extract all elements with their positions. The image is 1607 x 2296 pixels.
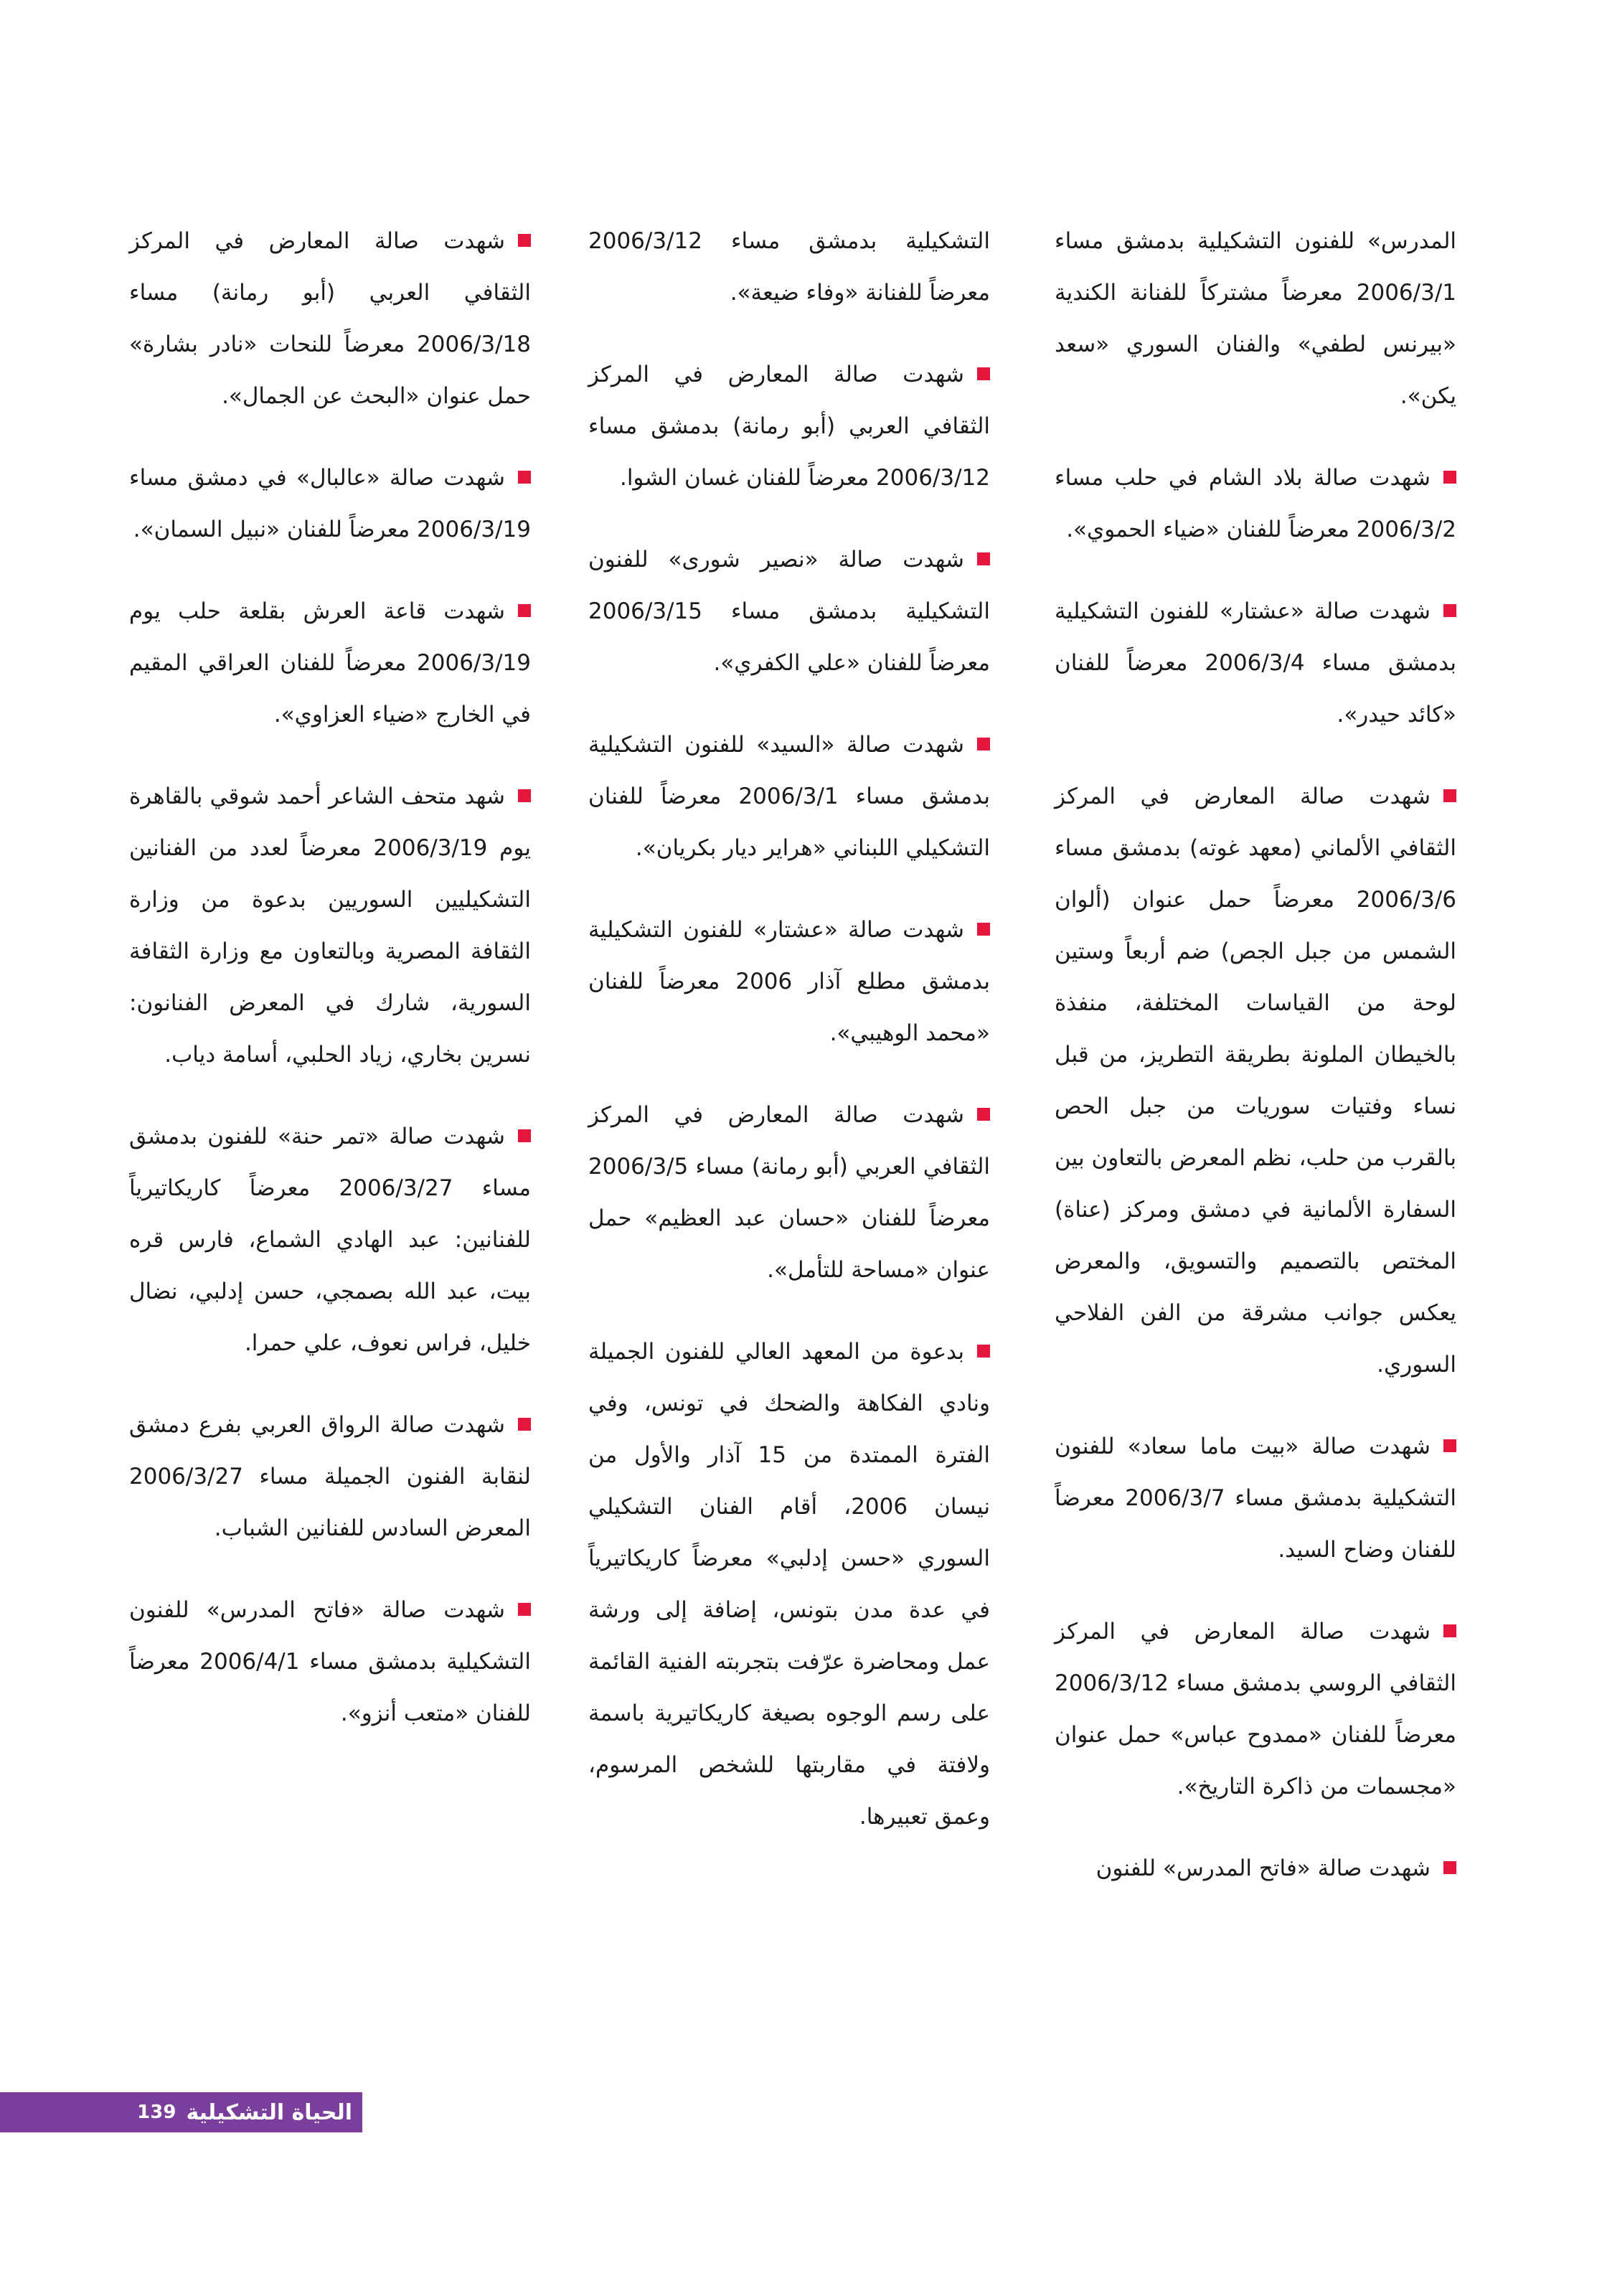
- bullet-square-icon: [518, 1603, 531, 1616]
- news-entry-text: شهدت صالة بلاد الشام في حلب مساء 2006/3/2 معرضاً للفنان «ضياء الحموي».: [1055, 465, 1456, 542]
- news-entry: [588, 534, 990, 689]
- bullet-square-icon: [518, 1129, 531, 1142]
- page-number: 139: [137, 2102, 176, 2123]
- news-entry-text: شهدت صالة «نصير شورى» للفنون التشكيلية بدمشق مساء 2006/3/15 معرضاً للفنان «علي الكفري».: [588, 547, 990, 676]
- news-entry-text: شهدت صالة «عالبال» في دمشق مساء 2006/3/19 معرضاً للفنان «نبيل السمان».: [129, 465, 531, 542]
- news-entry: [588, 719, 990, 874]
- news-entry-text: بدعوة من المعهد العالي للفنون الجميلة ونادي الفكاهة والضحك في تونس، وفي الفترة الممتدة من 15 آذار والأول من نيسان 2006، أقام الفنان التشكيلي السوري «حسن إدلبي» معرضاً كاريكاتيرياً في عدة مدن بتونس، إضافة إلى ورشة عمل ومحاضرة عرّفت بتجربته الفنية القائمة على رسم الوجوه بصيغة كاريكاتيرية باسمة ولافتة في مقاربتها للشخص المرسوم، وعمق تعبيرها.: [588, 1339, 990, 1830]
- news-entry: [588, 349, 990, 504]
- news-entry: [129, 585, 531, 740]
- news-entry-text: شهد متحف الشاعر أحمد شوقي بالقاهرة يوم 2006/3/19 معرضاً لعدد من الفنانين التشكيليين السوريين بدعوة من وزارة الثقافة المصرية وبالتعاون مع وزارة الثقافة السورية، شارك في المعرض الفنانون: نسرين بخاري، زياد الحلبي، أسامة دياب.: [129, 784, 531, 1068]
- news-entry: [129, 1111, 531, 1369]
- news-entry: [1055, 215, 1456, 422]
- bullet-square-icon: [518, 471, 531, 484]
- column-left: [129, 215, 531, 1769]
- news-entry-text: المدرس» للفنون التشكيلية بدمشق مساء 2006/3/1 معرضاً مشتركاً للفنانة الكندية «بيرنس لطفي» والفنان السوري «سعد يكن».: [1055, 228, 1456, 409]
- news-entry-text: شهدت صالة المعارض في المركز الثقافي العربي (أبو رمانة) مساء 2006/3/5 معرضاً للفنان «حسان عبد العظيم» حمل عنوان «مساحة للتأمل».: [588, 1102, 990, 1283]
- bullet-square-icon: [518, 1418, 531, 1431]
- news-entry-text: شهدت صالة «السيد» للفنون التشكيلية بدمشق مساء 2006/3/1 معرضاً للفنان التشكيلي اللبناني «هراير ديار بكريان».: [588, 732, 990, 861]
- news-entry-text: شهدت صالة الرواق العربي بفرع دمشق لنقابة الفنون الجميلة مساء 2006/3/27 المعرض السادس للفنانين الشباب.: [129, 1412, 531, 1541]
- news-entry-text: التشكيلية بدمشق مساء 2006/3/12 معرضاً للفنانة «وفاء ضيعة».: [588, 228, 990, 306]
- footer-magazine-title: الحياة التشكيلية: [186, 2099, 352, 2125]
- news-entry: [129, 1584, 531, 1739]
- news-entry: [588, 1089, 990, 1296]
- column-middle: [588, 215, 990, 1873]
- news-entry: [129, 452, 531, 555]
- news-entry-text: شهدت صالة «فاتح المدرس» للفنون: [1095, 1855, 1431, 1881]
- footer-content: [137, 2092, 352, 2132]
- bullet-square-icon: [977, 738, 990, 751]
- news-entry: [129, 771, 531, 1081]
- news-entry: [129, 1399, 531, 1554]
- news-entry-text: شهدت صالة «تمر حنة» للفنون بدمشق مساء 2006/3/27 معرضاً كاريكاتيرياً للفنانين: عبد الهادي الشماع، فارس قره بيت، عبد الله بصمجي، حسن إدلبي، نضال خليل، فراس نعوف، علي حمرا.: [129, 1124, 532, 1356]
- bullet-square-icon: [977, 923, 990, 936]
- column-right: [1055, 215, 1456, 1924]
- news-entry-text: شهدت صالة المعارض في المركز الثقافي الألماني (معهد غوته) بدمشق مساء 2006/3/6 معرضاً حمل عنوان (ألوان الشمس من جبل الجص) ضم أربعاً وستين لوحة من القياسات المختلفة، منفذة بالخيطان الملونة بطريقة التطريز، من قبل نساء وفتيات سوريات من جبل الحص بالقرب من حلب، نظم المعرض بالتعاون بين السفارة الألمانية في دمشق ومركز (عناة) المختص بالتصميم والتسويق، والمعرض يعكس جوانب مشرقة من الفن الفلاحي السوري.: [1055, 784, 1456, 1378]
- bullet-square-icon: [1443, 1439, 1456, 1452]
- bullet-square-icon: [977, 367, 990, 380]
- news-entry-text: شهدت صالة «فاتح المدرس» للفنون التشكيلية بدمشق مساء 2006/4/1 معرضاً للفنان «متعب أنزو».: [129, 1597, 531, 1726]
- bullet-square-icon: [1443, 604, 1456, 617]
- footer-bar: [0, 2092, 362, 2132]
- bullet-square-icon: [977, 1108, 990, 1121]
- news-entry: [1055, 1606, 1456, 1812]
- bullet-square-icon: [518, 234, 531, 247]
- news-entry-text: شهدت صالة «عشتار» للفنون التشكيلية بدمشق مطلع آذار 2006 معرضاً للفنان «محمد الوهيبي».: [588, 917, 990, 1046]
- news-entry-text: شهدت صالة «بيت ماما سعاد» للفنون التشكيلية بدمشق مساء 2006/3/7 معرضاً للفنان وضاح السيد.: [1055, 1434, 1456, 1563]
- news-entry: [1055, 1421, 1456, 1576]
- bullet-square-icon: [518, 604, 531, 617]
- bullet-square-icon: [1443, 1861, 1456, 1874]
- news-entry: [588, 215, 990, 319]
- bullet-square-icon: [518, 789, 531, 802]
- bullet-square-icon: [1443, 1624, 1456, 1637]
- news-entry: [129, 215, 531, 422]
- news-entry-text: شهدت قاعة العرش بقلعة حلب يوم 2006/3/19 معرضاً للفنان العراقي المقيم في الخارج «ضياء العزاوي».: [129, 598, 531, 728]
- news-entry: [1055, 771, 1456, 1391]
- bullet-square-icon: [1443, 471, 1456, 484]
- news-entry-text: شهدت صالة المعارض في المركز الثقافي الروسي بدمشق مساء 2006/3/12 معرضاً للفنان «ممدوح عباس» حمل عنوان «مجسمات من ذاكرة التاريخ».: [1055, 1619, 1456, 1799]
- news-entry: [588, 1326, 990, 1843]
- news-entry-text: شهدت صالة المعارض في المركز الثقافي العربي (أبو رمانة) مساء 2006/3/18 معرضاً للنحات «نادر بشارة» حمل عنوان «البحث عن الجمال».: [129, 228, 531, 409]
- news-entry: [1055, 585, 1456, 740]
- news-entry-text: شهدت صالة «عشتار» للفنون التشكيلية بدمشق مساء 2006/3/4 معرضاً للفنان «كائد حيدر».: [1055, 598, 1456, 728]
- bullet-square-icon: [977, 552, 990, 565]
- news-entry: [1055, 1843, 1456, 1894]
- bullet-square-icon: [1443, 789, 1456, 802]
- bullet-square-icon: [977, 1345, 990, 1358]
- news-entry: [1055, 452, 1456, 555]
- news-entry: [588, 904, 990, 1059]
- news-entry-text: شهدت صالة المعارض في المركز الثقافي العربي (أبو رمانة) بدمشق مساء 2006/3/12 معرضاً للفنان غسان الشوا.: [588, 362, 990, 491]
